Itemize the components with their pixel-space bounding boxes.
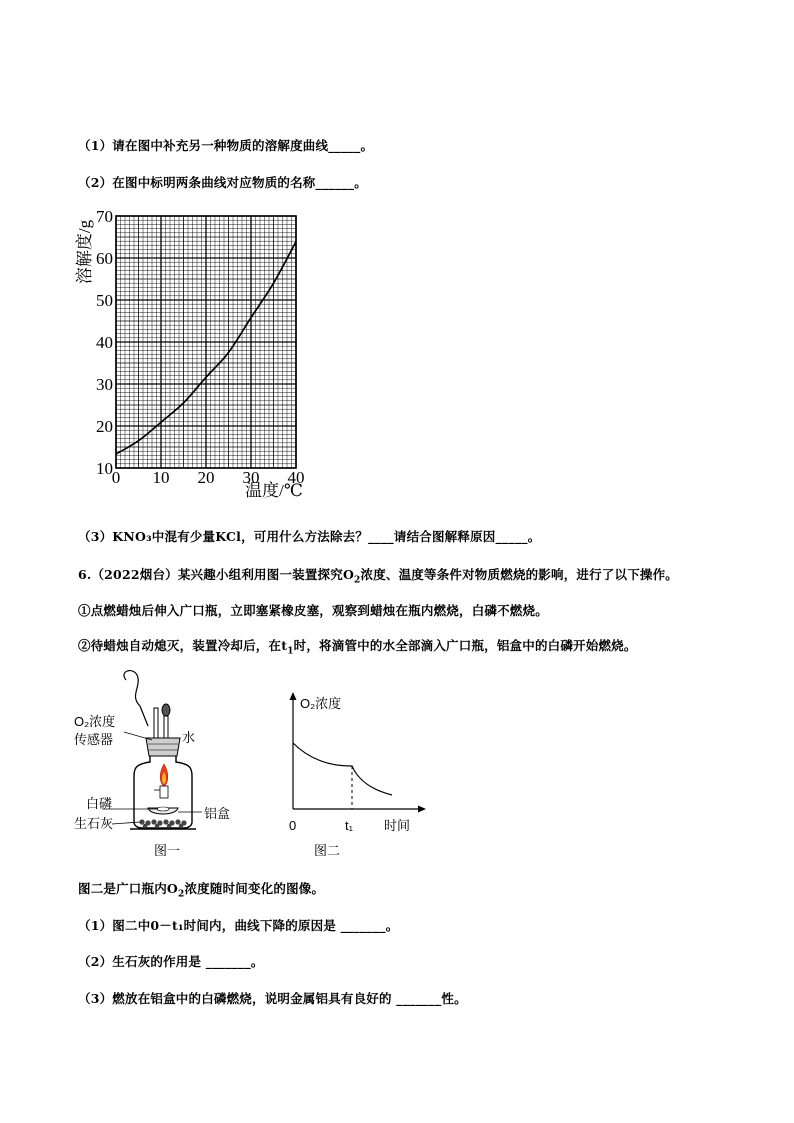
y-tick-label: 10: [96, 459, 113, 478]
sensor-wire: [124, 671, 148, 726]
phosphorus-label: 白磷: [86, 796, 113, 811]
x-tick-label: 0: [111, 468, 121, 487]
candle: [160, 786, 168, 798]
intro-sub: 2: [354, 575, 361, 586]
y-tick-label: 50: [96, 291, 113, 310]
desc-sub: 2: [178, 889, 185, 900]
y-tick-label: 30: [96, 375, 113, 394]
step2-sub: 1: [287, 646, 294, 657]
step2-prefix: ②待蜡烛自动熄灭，装置冷却后，在t: [78, 638, 288, 653]
question-3: （3）KNO₃中混有少量KCl，可用什么方法除去？____请结合图解释原因_____。: [78, 529, 541, 544]
solubility-chart: [68, 204, 328, 504]
dropper-bulb: [162, 704, 170, 716]
rubber-stopper: [146, 738, 180, 756]
origin-label: 0: [289, 818, 297, 833]
sub-question-2: （2）生石灰的作用是 _______。: [78, 954, 264, 969]
white-phosphorus: [157, 807, 169, 811]
intro-suffix: 浓度、温度等条件对物质燃烧的影响，进行了以下操作。: [360, 567, 679, 582]
x-tick-label: 10: [152, 468, 170, 487]
question-2: （2）在图中标明两条曲线对应物质的名称______。: [78, 175, 367, 190]
step2-suffix: 时，将滴管中的水全部滴入广口瓶，铝盒中的白磷开始燃烧。: [293, 638, 637, 653]
figure-2-description: [78, 879, 324, 900]
figure-2-caption: 图二: [314, 843, 341, 858]
x-tick-label: 20: [197, 468, 215, 487]
sub-question-1: （1）图二中0－t₁时间内，曲线下降的原因是 _______。: [78, 918, 399, 933]
figure-2-graph: [278, 666, 448, 866]
quicklime-label: 生石灰: [74, 816, 114, 831]
question-1: （1）请在图中补充另一种物质的溶解度曲线_____。: [78, 138, 374, 153]
x-tick-label: 40: [287, 468, 305, 487]
x-axis-label: 温度/℃: [245, 481, 303, 500]
leader-sensor: [124, 732, 152, 740]
leader-quicklime: [112, 822, 140, 824]
figure-1-caption: 图一: [154, 843, 181, 858]
question-6-intro: [78, 565, 678, 586]
desc-prefix: 图二是广口瓶内O: [78, 881, 178, 896]
desc-suffix: 浓度随时间变化的图像。: [184, 881, 325, 896]
o2-concentration-curve: [293, 743, 392, 795]
sensor-label-2: 传感器: [74, 732, 114, 747]
question-6-step-2: [78, 636, 637, 657]
x-tick-label: 30: [242, 468, 260, 487]
y-tick-labels: [96, 207, 113, 478]
quicklime: [139, 819, 186, 828]
sub-question-3: （3）燃放在铝盒中的白磷燃烧，说明金属铝具有良好的 _______性。: [78, 991, 467, 1006]
aluminum-box-label: 铝盒: [204, 806, 231, 821]
t1-label: t₁: [345, 818, 353, 833]
x-axis-arrow: [418, 806, 426, 813]
x-axis-label: 时间: [384, 818, 411, 833]
y-axis-label: O₂浓度: [300, 696, 342, 711]
water-label: 水: [182, 730, 196, 745]
y-tick-label: 60: [96, 249, 113, 268]
y-axis-arrow: [290, 692, 297, 700]
y-axis-label: 溶解度/g: [75, 219, 94, 285]
y-tick-label: 70: [96, 207, 113, 226]
figure-1-apparatus: [68, 666, 268, 866]
y-tick-label: 40: [96, 333, 113, 352]
y-tick-label: 20: [96, 417, 113, 436]
question-6-step-1: ①点燃蜡烛后伸入广口瓶，立即塞紧橡皮塞，观察到蜡烛在瓶内燃烧，白磷不燃烧。: [78, 603, 548, 618]
intro-prefix: 6.（2022烟台）某兴趣小组利用图一装置探究O: [78, 567, 355, 582]
sensor-label-1: O₂浓度: [74, 714, 116, 729]
